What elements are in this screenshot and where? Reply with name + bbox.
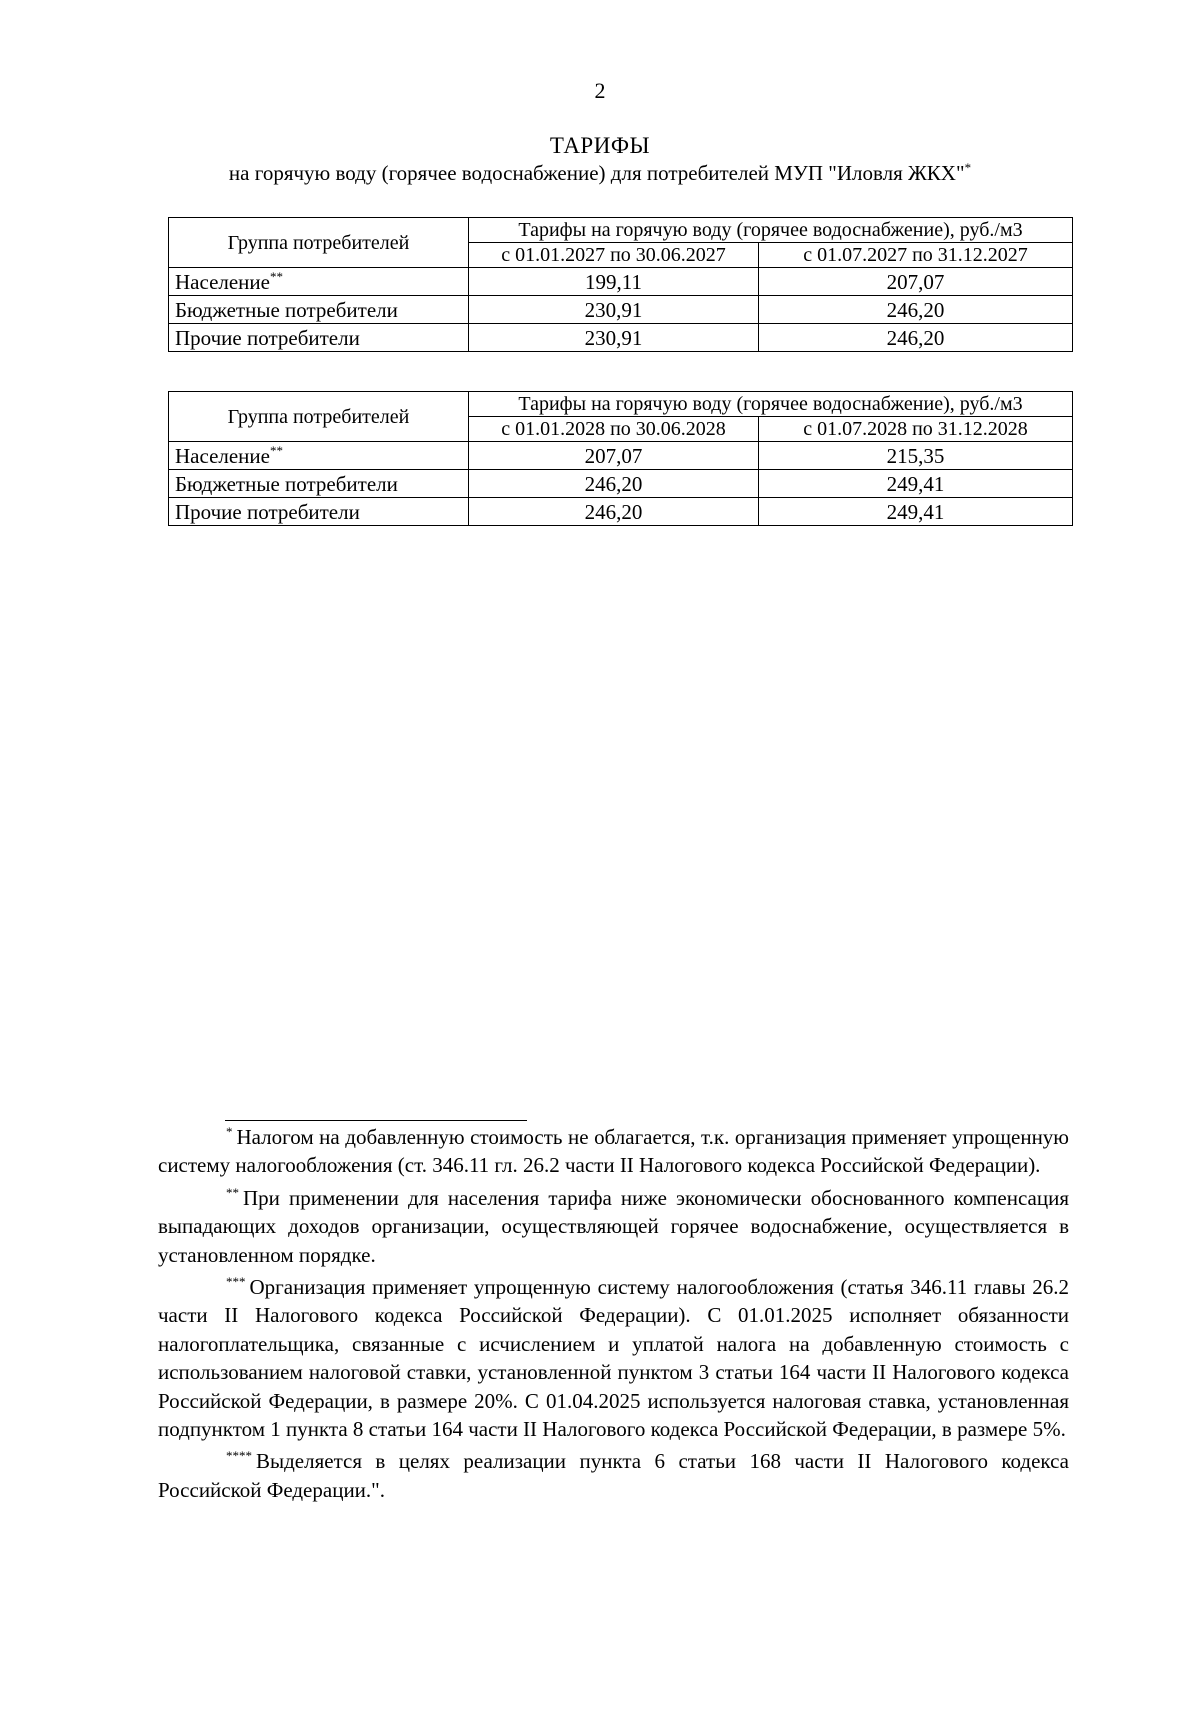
row-label [169, 268, 469, 296]
tariff-value: 249,41 [759, 470, 1073, 498]
period-header-1: с 01.01.2028 по 30.06.2028 [469, 417, 759, 442]
tariff-value: 199,11 [469, 268, 759, 296]
tariff-value: 230,91 [469, 324, 759, 352]
row-label [169, 442, 469, 470]
tariff-column-header: Тарифы на горячую воду (горячее водоснабжение), руб./м3 [469, 218, 1073, 243]
table-row [169, 442, 1073, 470]
row-label-text: Население [175, 269, 270, 294]
tariff-table-2028 [168, 391, 1073, 526]
document-title: ТАРИФЫ [549, 133, 651, 158]
tariff-value: 246,20 [759, 324, 1073, 352]
footnote-mark: * [226, 1124, 233, 1139]
table-row [169, 498, 1073, 526]
table-row [169, 324, 1073, 352]
tariff-table-2027 [168, 217, 1073, 352]
row-label: Бюджетные потребители [169, 296, 469, 324]
table-row [169, 268, 1073, 296]
footnote-mark: **** [226, 1448, 252, 1464]
tariff-value: 215,35 [759, 442, 1073, 470]
footnote-text: Выделяется в целях реализации пункта 6 статьи 168 части II Налогового кодекса Российской Федерации.". [158, 1449, 1069, 1502]
tariff-value: 230,91 [469, 296, 759, 324]
row-label-text: Население [175, 443, 270, 468]
tariff-value: 246,20 [469, 498, 759, 526]
subtitle-text: на горячую воду (горячее водоснабжение) для потребителей МУП "Иловля ЖКХ" [228, 161, 965, 185]
footnote-text: При применении для населения тарифа ниже экономически обоснованного компенсация выпадающих доходов организации, осуществляющей горячее водоснабжение, осуществляется в установленном порядке. [158, 1185, 1069, 1267]
tariff-column-header: Тарифы на горячую воду (горячее водоснабжение), руб./м3 [469, 392, 1073, 417]
row-footnote-mark: ** [269, 442, 283, 458]
page-number: 2 [594, 78, 606, 103]
footnote-text: Налогом на добавленную стоимость не облагается, т.к. организация применяет упрощенную систему налогообложения (ст. 346.11 гл. 26.2 части II Налогового кодекса Российской Федерации). [158, 1125, 1069, 1178]
row-label: Прочие потребители [169, 498, 469, 526]
footnotes [158, 1123, 1069, 1504]
footnote [158, 1184, 1069, 1269]
row-label: Прочие потребители [169, 324, 469, 352]
row-footnote-mark: ** [269, 268, 283, 284]
footnote-mark: *** [226, 1274, 246, 1290]
footnote [158, 1273, 1069, 1443]
document-subtitle [0, 161, 1200, 186]
tariff-value: 246,20 [469, 470, 759, 498]
table-header-row [169, 392, 1073, 417]
footnote-separator [225, 1120, 527, 1121]
tariff-value: 246,20 [759, 296, 1073, 324]
table-row [169, 296, 1073, 324]
period-header-2: с 01.07.2028 по 31.12.2028 [759, 417, 1073, 442]
footnote-mark: ** [226, 1184, 239, 1200]
period-header-2: с 01.07.2027 по 31.12.2027 [759, 243, 1073, 268]
tariff-value: 249,41 [759, 498, 1073, 526]
group-column-header: Группа потребителей [169, 392, 469, 442]
row-label: Бюджетные потребители [169, 470, 469, 498]
footnote-text: Организация применяет упрощенную систему налогообложения (статья 346.11 главы 26.2 части II Налогового кодекса Российской Федерации). С 01.01.2025 исполняет обязанности налогоплательщика, связанные с исчислением и уплатой налога на добавленную стоимость с использованием налоговой ставки, установленной пунктом 3 статьи 164 части II Налогового кодекса Российской Федерации, в размере 20%. С 01.04.2025 используется налоговая ставка, установленная подпунктом 1 пункта 8 статьи 164 части II Налогового кодекса Российской Федерации, в размере 5%. [158, 1275, 1069, 1442]
table-header-row [169, 218, 1073, 243]
tariff-value: 207,07 [759, 268, 1073, 296]
group-column-header: Группа потребителей [169, 218, 469, 268]
subtitle-footnote-mark: * [964, 160, 972, 175]
period-header-1: с 01.01.2027 по 30.06.2027 [469, 243, 759, 268]
footnote [158, 1447, 1069, 1504]
tariff-value: 207,07 [469, 442, 759, 470]
table-row [169, 470, 1073, 498]
footnote [158, 1123, 1069, 1180]
